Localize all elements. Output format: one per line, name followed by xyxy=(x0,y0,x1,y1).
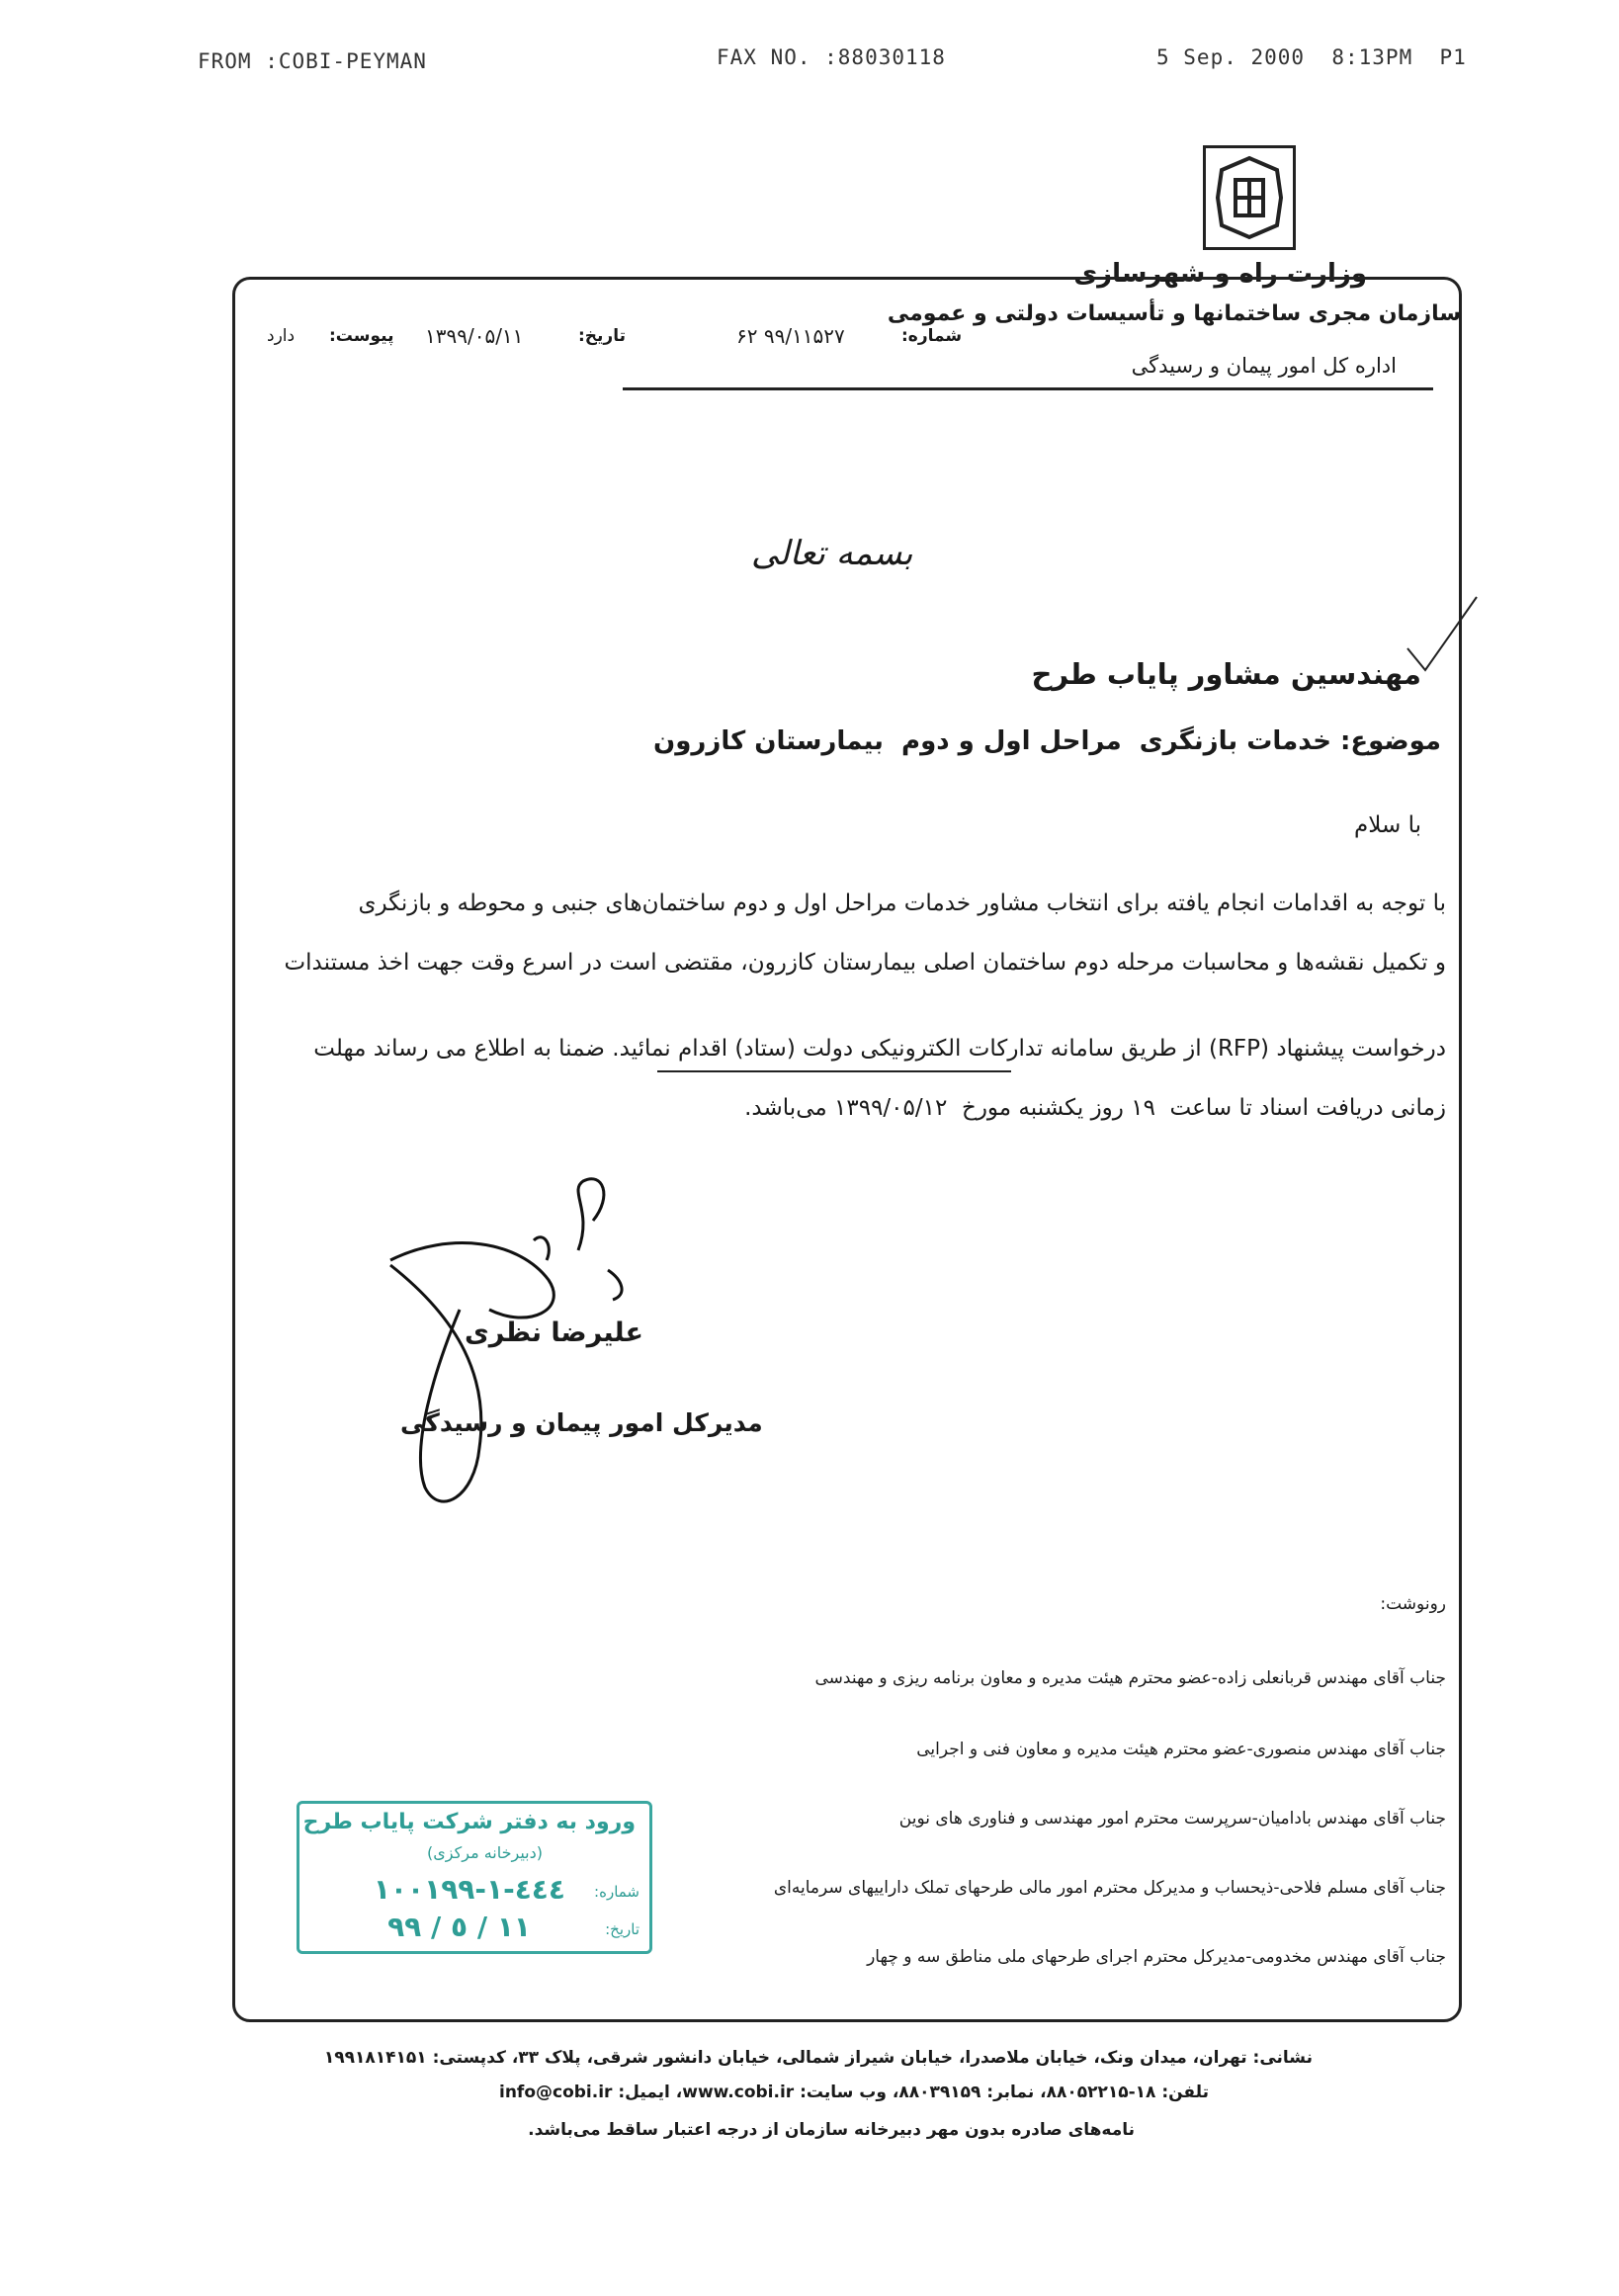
fax-from: FROM :COBI-PEYMAN xyxy=(198,49,427,73)
footer-address: نشانی: تهران، میدان ونک، خیابان ملاصدرا، خیابان شیراز شمالی، خیابان دانشور شرقی، پلاک ۳۳، کدپستی: ۱۹۹۱۸۱۴۱۵۱ xyxy=(323,2048,1313,2068)
greeting: با سلام xyxy=(1354,812,1421,838)
copy-item-1: جناب آقای مهندس قربانعلی زاده-عضو محترم هیئت مدیره و معاون برنامه ریزی و مهندسی xyxy=(814,1668,1446,1688)
invocation: بسمه تعالی xyxy=(751,534,913,573)
signer-name: علیرضا نظری xyxy=(465,1318,643,1348)
organization-name: سازمان مجری ساختمانها و تأسیسات دولتی و عمومی xyxy=(887,301,1461,326)
copy-item-5: جناب آقای مهندس مخدومی-مدیرکل محترم اجرای طرحهای ملی مناطق سه و چهار xyxy=(867,1947,1446,1967)
footer-contact: تلفن: ۱۸-۸۸۰۵۲۲۱۵، نمابر: ۸۸۰۳۹۱۵۹، وب سایت: www.cobi.ir، ایمیل: info@cobi.ir xyxy=(499,2083,1209,2102)
department-name: اداره کل امور پیمان و رسیدگی xyxy=(1131,354,1397,378)
date-value: ۱۳۹۹/۰۵/۱۱ xyxy=(425,324,524,348)
copies-heading: رونوشت: xyxy=(1380,1594,1446,1614)
copy-item-2: جناب آقای مهندس منصوری-عضو محترم هیئت مدیره و معاون فنی و اجرایی xyxy=(916,1740,1446,1759)
ministry-name: وزارت راه و شهرسازی xyxy=(1073,259,1367,289)
stamp-number-value: ۱۰۰۱۹۹-۱-٤٤٤ xyxy=(373,1873,565,1906)
stamp-subtitle: (دبیرخانه مرکزی) xyxy=(427,1843,543,1862)
number-label: شماره: xyxy=(901,326,963,346)
stamp-date-value: ۹۹ / ٥ / ۱۱ xyxy=(387,1911,531,1943)
signer-title: مدیرکل امور پیمان و رسیدگی xyxy=(400,1408,763,1437)
recipient: مهندسین مشاور پایاب طرح xyxy=(1031,657,1421,691)
body-line-4: زمانی دریافت اسناد تا ساعت ۱۹ روز یکشنبه مورخ ۱۳۹۹/۰۵/۱۲ می‌باشد. xyxy=(744,1095,1446,1121)
fax-number: FAX NO. :88030118 xyxy=(717,45,946,69)
attachment-label: پیوست: xyxy=(329,326,394,346)
ministry-logo xyxy=(1203,145,1296,250)
attachment-value: دارد xyxy=(267,326,296,346)
stamp-number-label: شماره: xyxy=(594,1883,639,1901)
copy-item-3: جناب آقای مهندس بادامیان-سرپرست محترم امور مهندسی و فناوری های نوین xyxy=(898,1809,1446,1828)
footer-note: نامه‌های صادره بدون مهر دبیرخانه سازمان از درجه اعتبار ساقط می‌باشد. xyxy=(528,2120,1135,2140)
stamp-title: ورود به دفتر شرکت پایاب طرح xyxy=(302,1810,636,1834)
date-label: تاریخ: xyxy=(578,326,626,346)
copy-item-4: جناب آقای مسلم فلاحی-ذیحساب و مدیرکل محترم امور مالی طرحهای تملک داراییهای سرمایه‌ای xyxy=(773,1878,1446,1898)
body-underline xyxy=(657,1070,1011,1072)
header-rule xyxy=(623,387,1433,390)
body-line-1: با توجه به اقدامات انجام یافته برای انتخاب مشاور خدمات مراحل اول و دوم ساختمان‌های جنبی و محوطه و بازنگری xyxy=(358,891,1446,916)
subject: موضوع: خدمات بازنگری مراحل اول و دوم بیمارستان کازرون xyxy=(653,726,1441,756)
number-value: ۶۲ ۹۹/۱۱۵۲۷ xyxy=(736,324,845,348)
body-line-2: و تکمیل نقشه‌ها و محاسبات مرحله دوم ساختمان اصلی بیمارستان کازرون، مقتضی است در اسرع وقت جهت اخذ مستندات xyxy=(284,950,1446,976)
handwritten-signature xyxy=(381,1171,638,1527)
logo-emblem-icon xyxy=(1206,148,1293,247)
received-stamp xyxy=(297,1801,652,1954)
body-line-3: درخواست پیشنهاد (RFP) از طریق سامانه تدارکات الکترونیکی دولت (ستاد) اقدام نمائید. ضمنا به اطلاع می رساند مهلت xyxy=(313,1036,1446,1062)
stamp-date-label: تاریخ: xyxy=(605,1920,639,1938)
fax-date-time: 5 Sep. 2000 8:13PM P1 xyxy=(1156,45,1467,69)
